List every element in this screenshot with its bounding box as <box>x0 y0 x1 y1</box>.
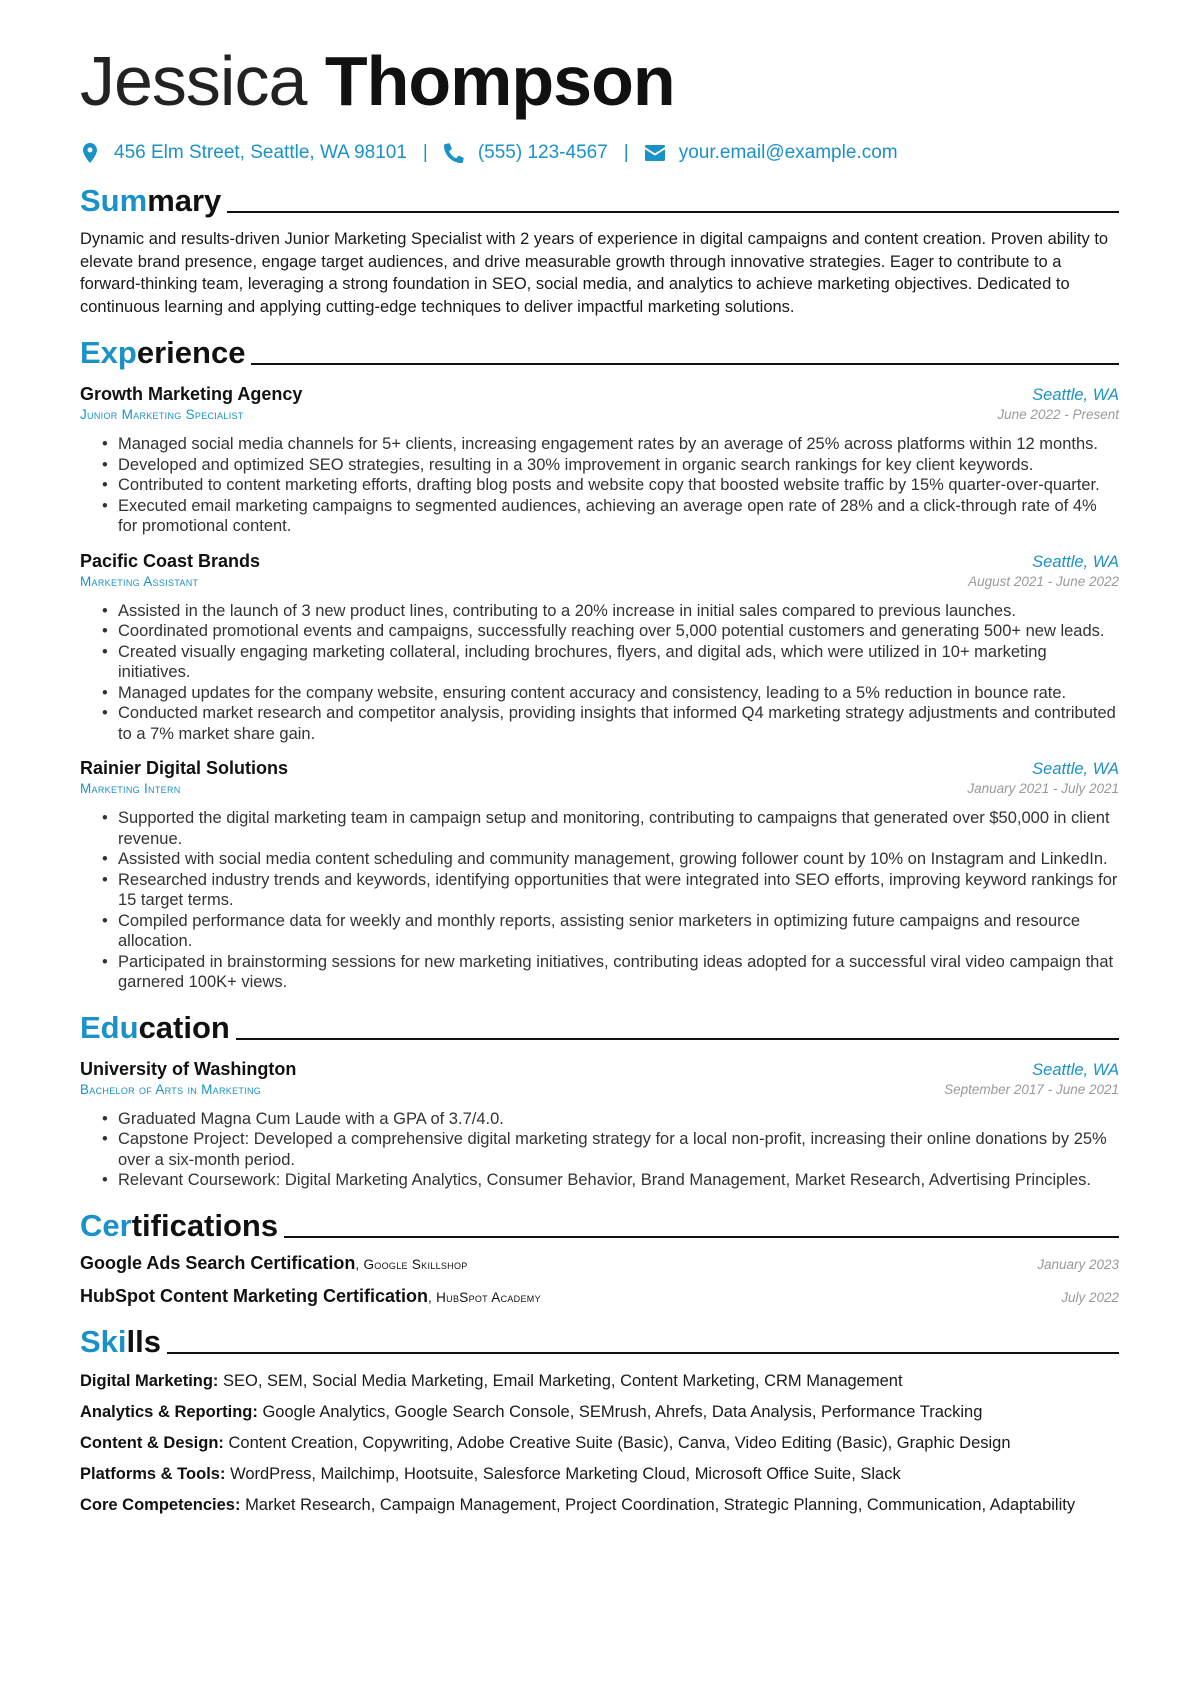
bullet-item: • Assisted in the launch of 3 new product lines, contributing to a 20% increase in initial sales compared to previous launches. <box>102 601 1119 622</box>
bullet-item: • Coordinated promotional events and campaigns, successfully reaching over 5,000 potential customers and generating 500+ new leads. <box>102 621 1119 642</box>
entry-dates: January 2021 - July 2021 <box>967 781 1119 796</box>
address-text: 456 Elm Street, Seattle, WA 98101 <box>114 142 407 163</box>
section-header-education <box>80 1007 1119 1045</box>
skill-row <box>80 1433 1119 1453</box>
bullet-item: • Relevant Coursework: Digital Marketing Analytics, Consumer Behavior, Brand Management, Market Research, Advertising Principles. <box>102 1170 1119 1191</box>
education-list <box>80 1059 1119 1191</box>
section-title-education <box>80 1011 230 1045</box>
contact-separator: | <box>422 142 428 163</box>
candidate-name <box>80 40 1119 122</box>
skill-row <box>80 1402 1119 1422</box>
section-title-accent: Edu <box>80 1009 139 1045</box>
certification-name: HubSpot Content Marketing Certification <box>80 1285 428 1306</box>
contact-bar <box>80 140 1119 166</box>
section-title-certifications <box>80 1209 278 1243</box>
section-title-skills <box>80 1325 161 1359</box>
bullet-item: • Supported the digital marketing team in campaign setup and monitoring, contributing to campaigns that generated over $50,000 in client revenue. <box>102 808 1119 849</box>
bullet-item: • Developed and optimized SEO strategies, resulting in a 30% improvement in organic search rankings for key client keywords. <box>102 455 1119 476</box>
first-name: Jessica <box>80 42 307 120</box>
section-header-experience <box>80 332 1119 370</box>
section-divider <box>284 1236 1119 1238</box>
section-title-accent: Sum <box>80 183 148 218</box>
entry-location: Seattle, WA <box>1032 760 1119 778</box>
education-entry <box>80 1059 1119 1191</box>
certification-date: July 2022 <box>1061 1289 1119 1305</box>
contact-email[interactable] <box>645 142 898 164</box>
experience-entry <box>80 384 1119 537</box>
bullet-item: • Participated in brainstorming sessions for new marketing initiatives, contributing ideas adopted for a successful viral video campaign that garnered 100K+ views. <box>102 952 1119 993</box>
contact-phone[interactable] <box>444 142 608 164</box>
entry-header-row <box>80 1059 1119 1080</box>
entry-role: Bachelor of Arts in Marketing <box>80 1081 262 1097</box>
entry-subheader-row <box>80 1080 1119 1097</box>
certification-name: Google Ads Search Certification <box>80 1252 356 1273</box>
entry-dates: June 2022 - Present <box>997 407 1119 422</box>
entry-subheader-row <box>80 405 1119 422</box>
entry-bullet-list <box>80 808 1119 993</box>
experience-entry <box>80 758 1119 993</box>
skill-label: Core Competencies: <box>80 1495 241 1514</box>
certification-list <box>80 1253 1119 1307</box>
bullet-item: • Conducted market research and competitor analysis, providing insights that informed Q4 marketing strategy adjustments and contributed to a 7% market share gain. <box>102 703 1119 744</box>
section-title-accent: Ski <box>80 1323 127 1359</box>
section-title-accent: Cer <box>80 1207 132 1243</box>
entry-bullet-list <box>80 1109 1119 1191</box>
summary-text: Dynamic and results-driven Junior Marketing Specialist with 2 years of experience in digital campaigns and content creation. Proven ability to elevate brand presence, engage target audiences, and drive measurable growth through innovative strategies. Eager to contribute to a forward-thinking team, leveraging a strong foundation in SEO, social media, and analytics to achieve marketing objectives. Dedicated to continuous learning and applying cutting-edge techniques to deliver impactful marketing solutions. <box>80 230 1109 316</box>
organization-name: Growth Marketing Agency <box>80 384 303 404</box>
bullet-item: • Compiled performance data for weekly and monthly reports, assisting senior marketers in optimizing future campaigns and resource allocation. <box>102 911 1119 952</box>
entry-bullet-list <box>80 601 1119 745</box>
skill-row <box>80 1495 1119 1515</box>
skill-label: Content & Design: <box>80 1433 224 1452</box>
envelope-icon <box>645 142 665 164</box>
entry-subheader-row <box>80 779 1119 796</box>
bullet-item: • Contributed to content marketing efforts, drafting blog posts and website copy that boosted website traffic by 15% quarter-over-quarter. <box>102 475 1119 496</box>
certification-item <box>80 1253 1119 1274</box>
bullet-item: • Assisted with social media content scheduling and community management, growing follower count by 10% on Instagram and LinkedIn. <box>102 849 1119 870</box>
certification-issuer: HubSpot Academy <box>436 1289 541 1305</box>
bullet-item: • Researched industry trends and keywords, identifying opportunities that were integrated into SEO efforts, improving keyword rankings for 15 target terms. <box>102 870 1119 911</box>
section-divider <box>236 1038 1119 1040</box>
entry-bullet-list <box>80 434 1119 537</box>
bullet-item: • Created visually engaging marketing collateral, including brochures, flyers, and digital ads, which were utilized in 10+ marketing initiatives. <box>102 642 1119 683</box>
section-divider <box>167 1352 1119 1354</box>
certification-title <box>80 1286 541 1307</box>
entry-subheader-row <box>80 572 1119 589</box>
section-title-rest: tifications <box>131 1207 279 1243</box>
section-title-accent: Exp <box>80 335 137 370</box>
bullet-item: • Capstone Project: Developed a comprehensive digital marketing strategy for a local non-profit, increasing their online donations by 25% over a six-month period. <box>102 1129 1119 1170</box>
entry-location: Seattle, WA <box>1032 552 1119 571</box>
bullet-item: • Executed email marketing campaigns to segmented audiences, achieving an average open rate of 28% and a click-through rate of 4% for promotional content. <box>102 496 1119 537</box>
organization-name: University of Washington <box>80 1058 297 1079</box>
section-title-experience <box>80 336 245 370</box>
phone-icon <box>444 142 464 164</box>
organization-name: Rainier Digital Solutions <box>80 758 289 778</box>
skill-label: Digital Marketing: <box>80 1371 219 1390</box>
organization-name: Pacific Coast Brands <box>80 550 261 571</box>
section-title-rest: cation <box>138 1009 230 1045</box>
entry-role: Junior Marketing Specialist <box>80 407 244 422</box>
bullet-item: • Managed updates for the company website, ensuring content accuracy and consistency, leading to a 5% reduction in bounce rate. <box>102 683 1119 704</box>
contact-separator: | <box>623 142 629 163</box>
entry-location: Seattle, WA <box>1032 1060 1119 1079</box>
entry-location: Seattle, WA <box>1032 386 1119 404</box>
entry-role: Marketing Intern <box>80 781 181 796</box>
section-title-rest: mary <box>147 183 222 218</box>
section-header-certifications <box>80 1205 1119 1243</box>
skill-values: Google Analytics, Google Search Console, SEMrush, Ahrefs, Data Analysis, Performance Tracking <box>262 1402 983 1421</box>
email-link[interactable]: your.email@example.com <box>678 142 898 163</box>
section-header-summary <box>80 180 1119 218</box>
certification-title <box>80 1253 468 1274</box>
skills-list <box>80 1371 1119 1515</box>
experience-list <box>80 384 1119 993</box>
section-divider <box>251 363 1119 365</box>
contact-address <box>80 142 407 164</box>
experience-entry <box>80 551 1119 745</box>
certification-date: January 2023 <box>1037 1256 1119 1272</box>
entry-header-row <box>80 551 1119 572</box>
section-title-summary <box>80 184 221 218</box>
last-name: Thompson <box>324 42 675 120</box>
skill-row <box>80 1371 1119 1391</box>
entry-role: Marketing Assistant <box>80 573 199 589</box>
map-marker-icon <box>80 142 100 164</box>
skill-values: Market Research, Campaign Management, Project Coordination, Strategic Planning, Communication, Adaptability <box>245 1495 1076 1514</box>
skill-row <box>80 1464 1119 1484</box>
skill-values: Content Creation, Copywriting, Adobe Creative Suite (Basic), Canva, Video Editing (Basic), Graphic Design <box>228 1433 1011 1452</box>
entry-header-row <box>80 758 1119 779</box>
certification-item <box>80 1286 1119 1307</box>
skill-values: WordPress, Mailchimp, Hootsuite, Salesforce Marketing Cloud, Microsoft Office Suite, Slack <box>230 1464 901 1483</box>
section-title-rest: lls <box>126 1323 161 1359</box>
section-title-rest: erience <box>136 335 246 370</box>
entry-dates: September 2017 - June 2021 <box>944 1081 1119 1097</box>
phone-text[interactable]: (555) 123-4567 <box>477 142 608 163</box>
section-divider <box>227 211 1119 213</box>
skill-label: Platforms & Tools: <box>80 1464 226 1483</box>
section-header-skills <box>80 1321 1119 1359</box>
entry-header-row <box>80 384 1119 405</box>
skill-label: Analytics & Reporting: <box>80 1402 258 1421</box>
certification-issuer: Google Skillshop <box>363 1256 468 1272</box>
certification-comma: , <box>355 1256 364 1272</box>
bullet-item: • Managed social media channels for 5+ clients, increasing engagement rates by an average of 25% across platforms within 12 months. <box>102 434 1119 455</box>
certification-comma: , <box>428 1289 437 1305</box>
skill-values: SEO, SEM, Social Media Marketing, Email Marketing, Content Marketing, CRM Management <box>223 1371 903 1390</box>
entry-dates: August 2021 - June 2022 <box>968 573 1119 589</box>
bullet-item: • Graduated Magna Cum Laude with a GPA of 3.7/4.0. <box>102 1109 1119 1130</box>
